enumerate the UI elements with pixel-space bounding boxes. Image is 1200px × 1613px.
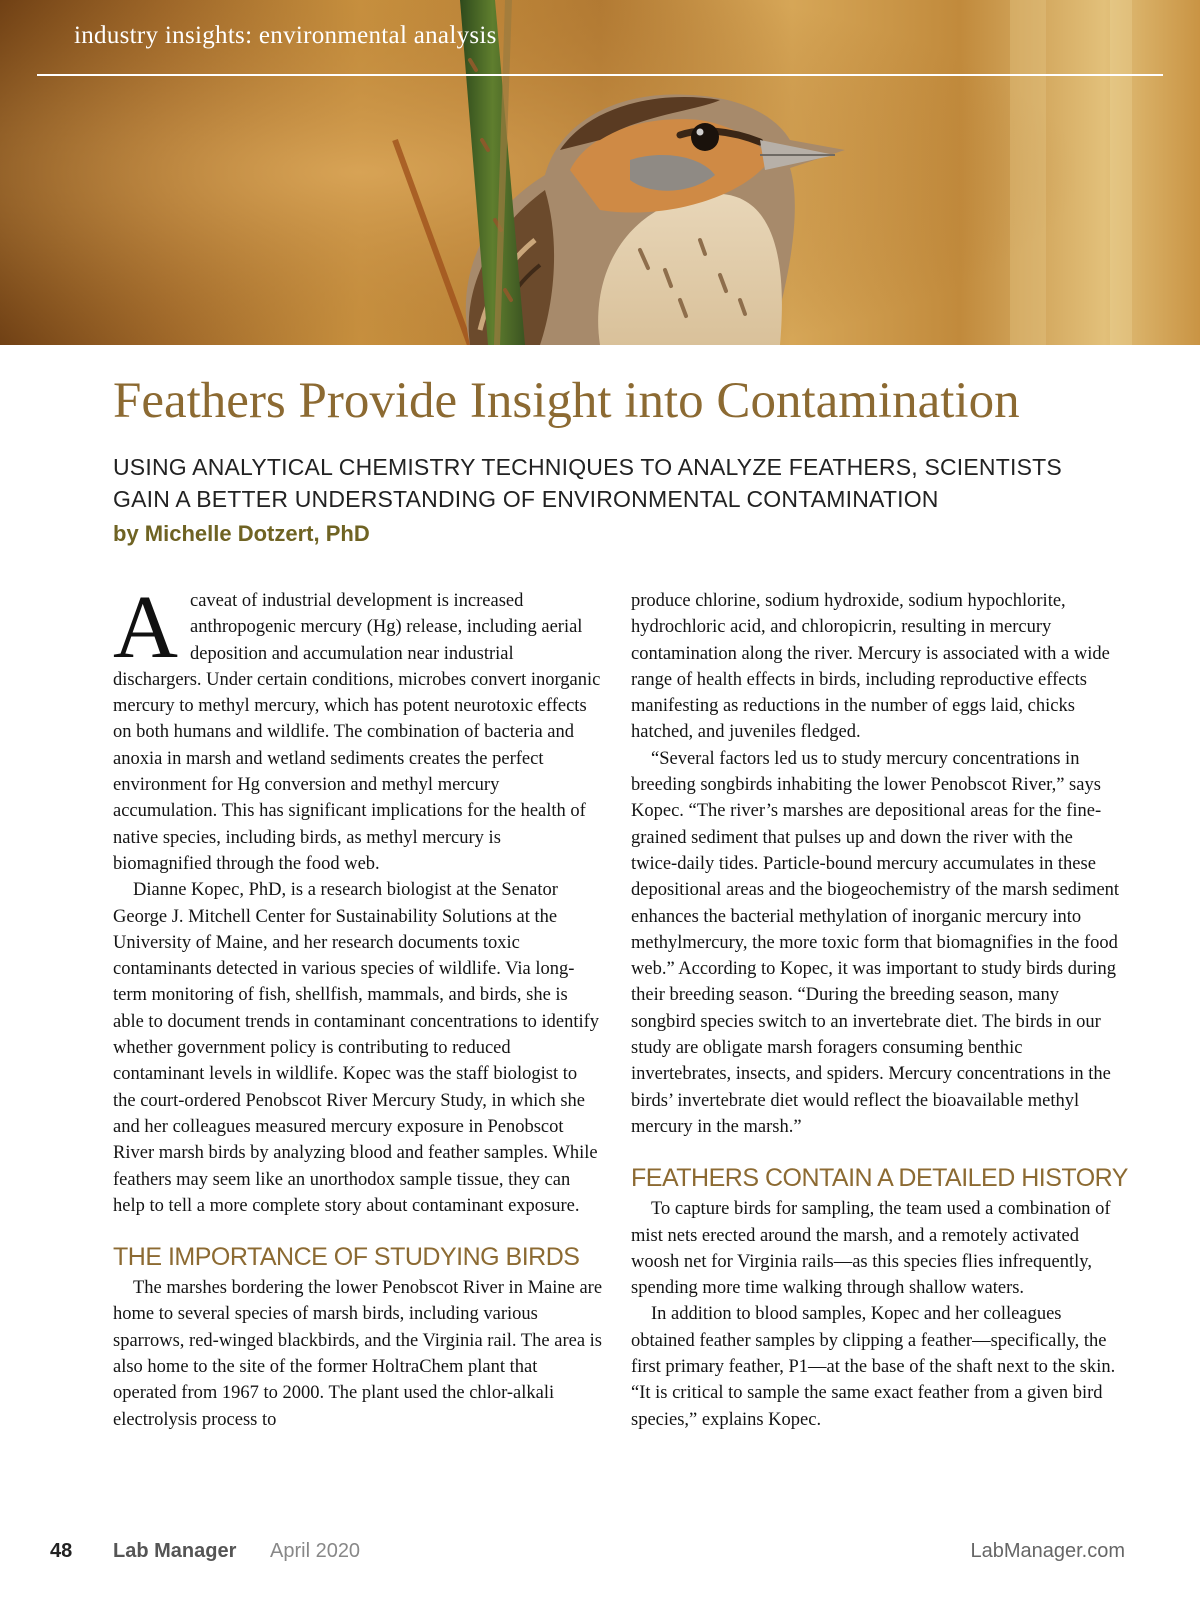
article-title: Feathers Provide Insight into Contamination	[113, 373, 1020, 429]
paragraph: “Several factors led us to study mercury concentrations in breeding songbirds inhabiting the lower Penobscot River,” says Kopec. “The river’s marshes are depositional areas for the fine-grained sediment that pulses up and down the river with the twice-daily tides. Particle-bound mercury accumulates in these depositional areas and the biogeochemistry of the marsh sediment enhances the bacterial methylation of inorganic mercury into methylmercury, the more toxic form that biomagnifies in the food web.” According to Kopec, it was important to study birds during their breeding season. “During the breeding season, many songbird species switch to an invertebrate diet. The birds in our study are obligate marsh foragers consuming benthic invertebrates, insects, and spiders. Mercury concentrations in the birds’ invertebrate diet would reflect the bioavailable methyl mercury in the marsh.”	[631, 748, 1120, 1137]
section-heading: THE IMPORTANCE OF STUDYING BIRDS	[113, 1243, 580, 1272]
paragraph: To capture birds for sampling, the team used a combination of mist nets erected around the marsh, and a remotely activated woosh net for Virginia rails—as this species flies infrequently, spending more time walking through shallow waters.	[631, 1199, 1111, 1299]
page-footer	[0, 1540, 1200, 1580]
section-tag: industry insights: environmental analysis	[74, 22, 497, 49]
bird-photo-illustration	[0, 0, 1200, 345]
paragraph: Dianne Kopec, PhD, is a research biologist at the Senator George J. Mitchell Center for Sustainability Solutions at the University of Maine, and her research documents toxic contaminants detected in various species of wildlife. Via long-term monitoring of fish, shellfish, mammals, and birds, she is able to document trends in contaminant concentrations to identify whether government policy is contributing to reduced contaminant levels in wildlife. Kopec was the staff biologist to the court-ordered Penobscot River Mercury Study, in which she and her colleagues measured mercury exposure in Penobscot River marsh birds by analyzing blood and feather samples. While feathers may seem like an unorthodox sample tissue, they can help to tell a more complete story about contaminant exposure.	[113, 880, 600, 1216]
issue-date: April 2020	[270, 1540, 361, 1562]
publication-name: Lab Manager	[113, 1540, 237, 1562]
article-deck: USING ANALYTICAL CHEMISTRY TECHNIQUES TO ANALYZE FEATHERS, SCIENTISTS GAIN A BETTER UNDERSTANDING OF ENVIRONMENTAL CONTAMINATION	[113, 454, 1062, 512]
page-number: 48	[50, 1540, 73, 1562]
paragraph: produce chlorine, sodium hydroxide, sodium hypochlorite, hydrochloric acid, and chloropicrin, resulting in mercury contamination along the river. Mercury is associated with a wide range of health effects in birds, including reproductive effects manifesting as reductions in the number of eggs laid, chicks hatched, and juveniles fledged.	[631, 591, 1110, 743]
article-column-right	[631, 588, 1128, 1433]
article-column-left	[113, 578, 603, 1433]
drop-cap: A	[113, 578, 178, 677]
paragraph: In addition to blood samples, Kopec and her colleagues obtained feather samples by clipping a feather—specifically, the first primary feather, P1—at the base of the shaft next to the skin. “It is critical to sample the same exact feather from a given bird species,” explains Kopec.	[631, 1304, 1116, 1430]
header-divider	[37, 74, 1163, 76]
hero-image	[0, 0, 1200, 345]
paragraph	[113, 578, 603, 877]
paragraph-text: caveat of industrial development is increased anthropogenic mercury (Hg) release, including aerial deposition and accumulation near industrial dischargers. Under certain conditions, microbes convert inorganic mercury to methyl mercury, which has potent neurotoxic effects on both humans and wildlife. The combination of bacteria and anoxia in marsh and wetland sediments creates the perfect environment for Hg conversion and methyl mercury accumulation. This has significant implications for the health of native species, including birds, as methyl mercury is biomagnified through the food web.	[113, 591, 601, 874]
paragraph: The marshes bordering the lower Penobscot River in Maine are home to several species of marsh birds, including various sparrows, red-winged blackbirds, and the Virginia rail. The area is also home to the site of the former HoltraChem plant that operated from 1967 to 2000. The plant used the chlor-alkali electrolysis process to	[113, 1278, 603, 1430]
article-byline: by Michelle Dotzert, PhD	[113, 521, 370, 546]
section-heading: FEATHERS CONTAIN A DETAILED HISTORY	[631, 1164, 1128, 1193]
website-link[interactable]: LabManager.com	[970, 1540, 1125, 1562]
